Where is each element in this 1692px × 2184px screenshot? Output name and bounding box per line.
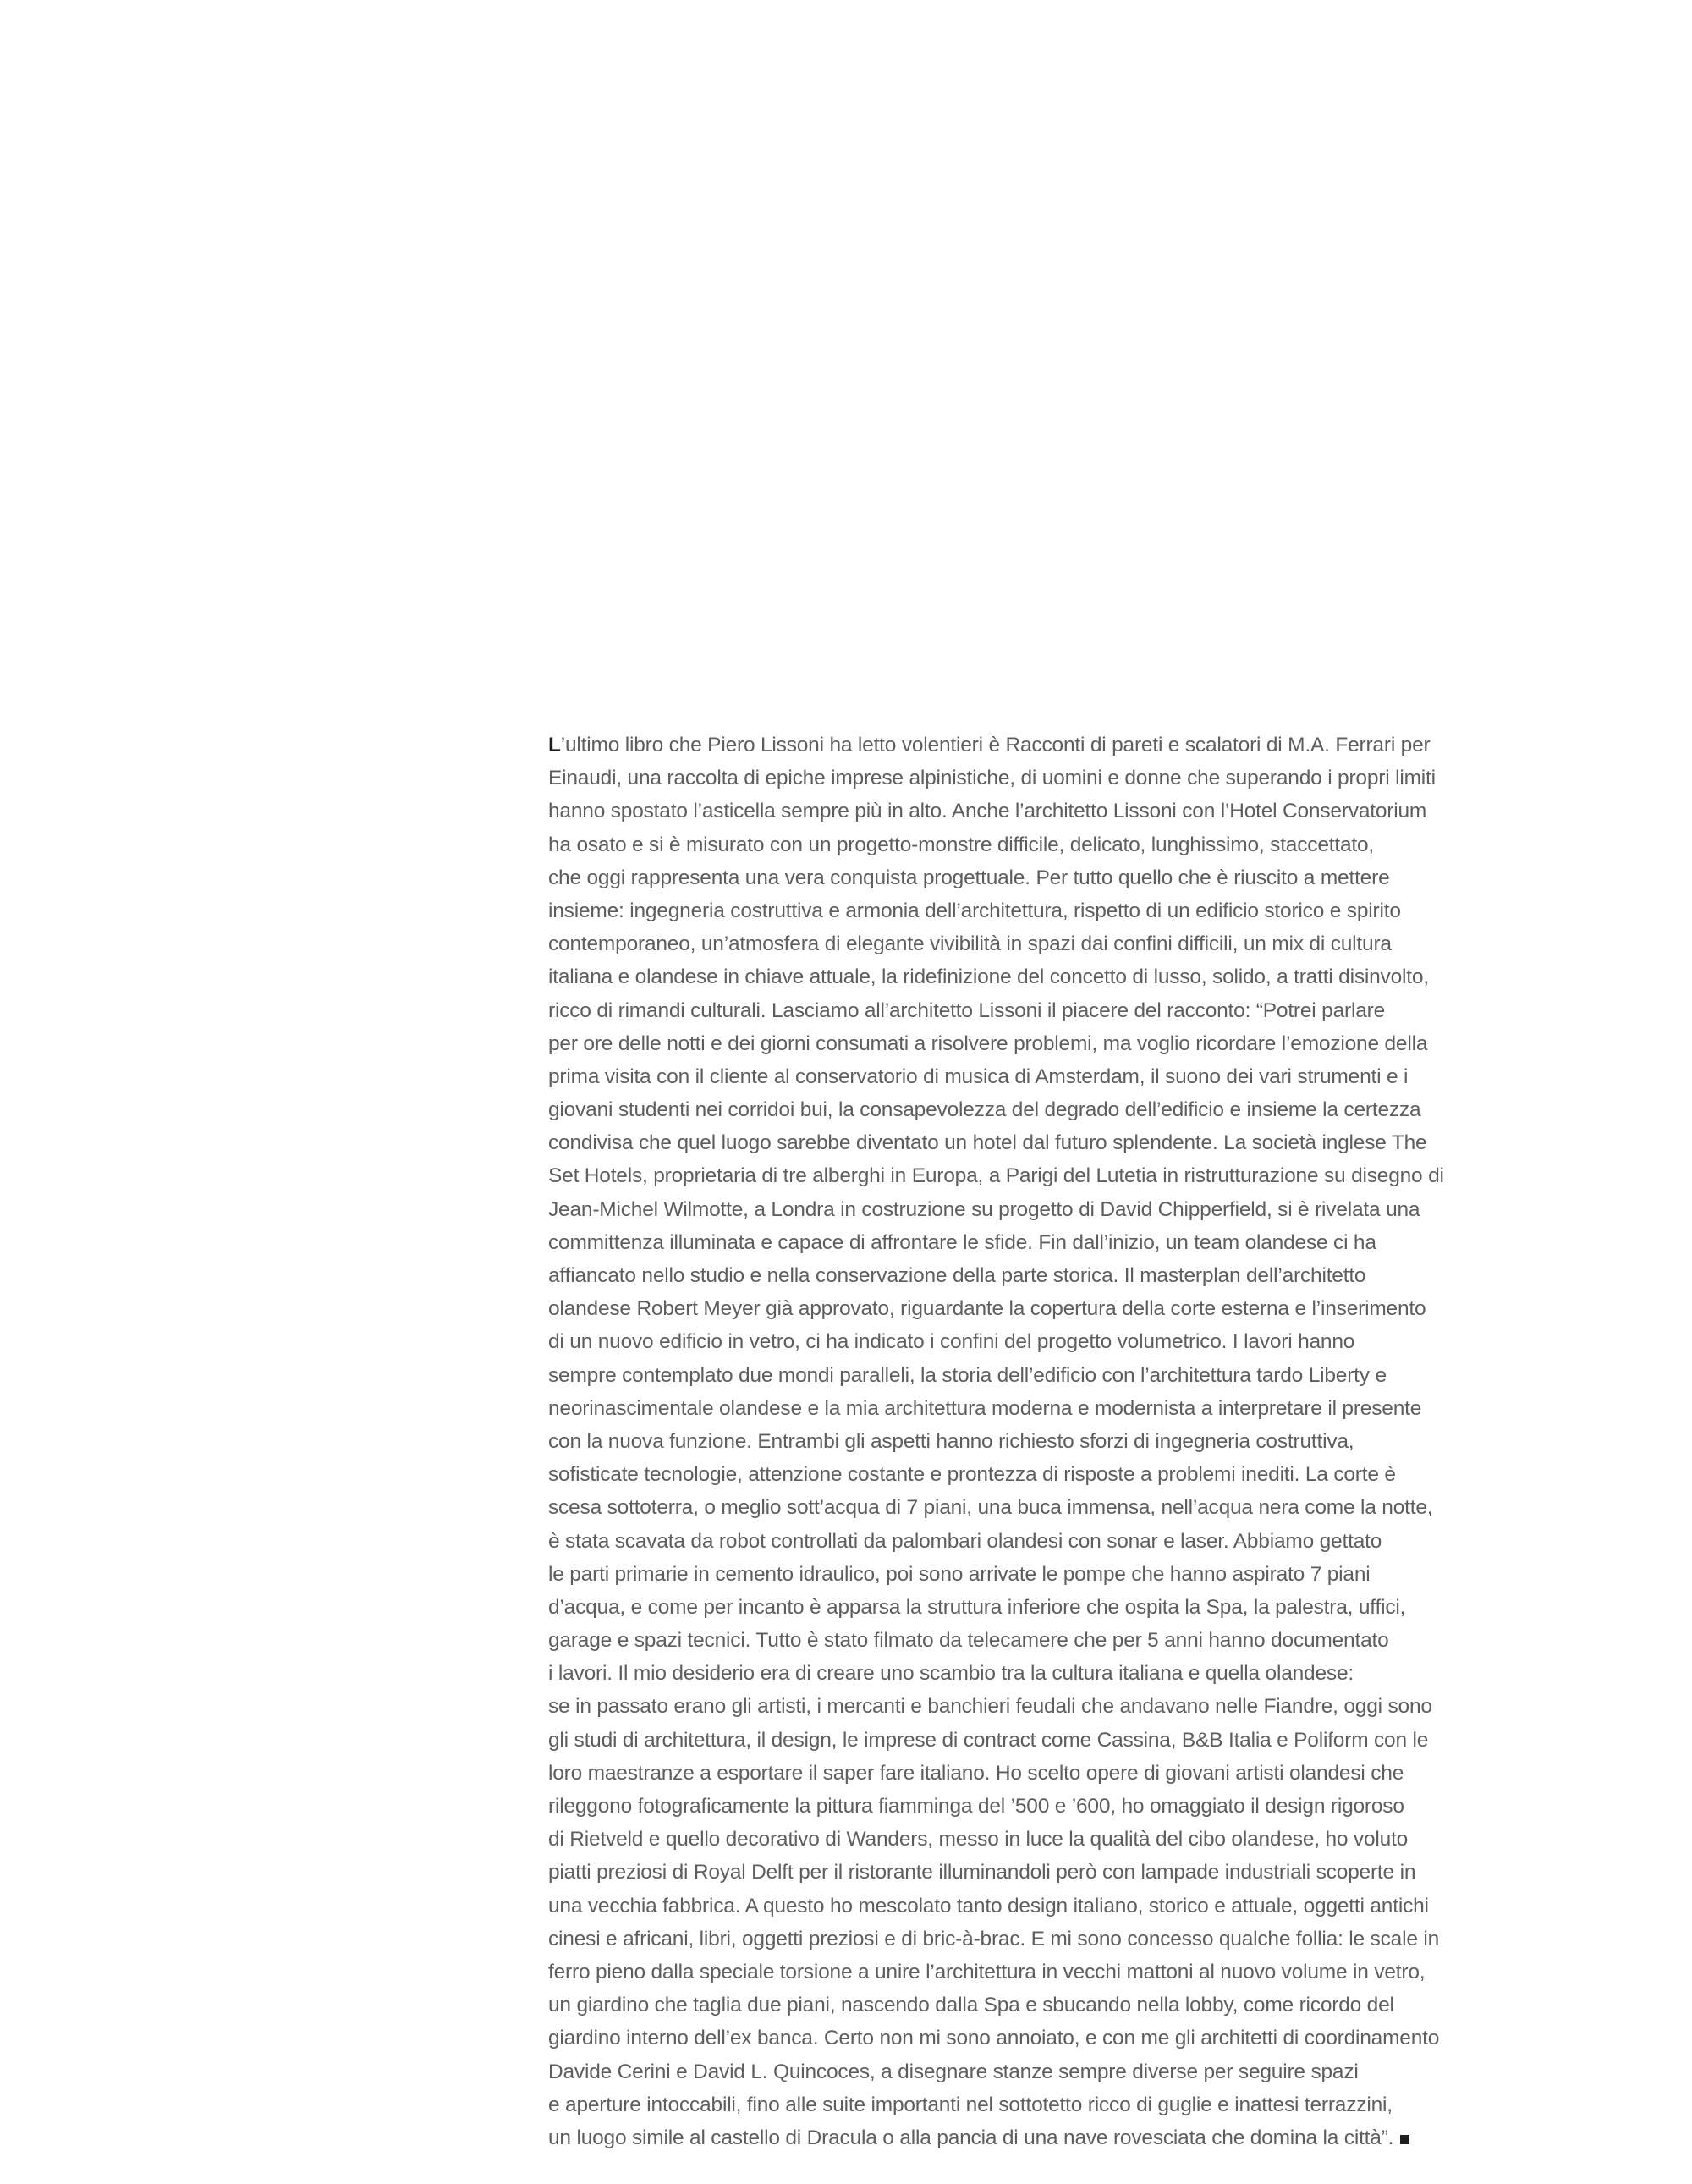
article-line-text: rileggono fotograficamente la pittura fiamminga del ’500 e ’600, ho omaggiato il design rigoroso — [548, 1795, 1404, 1818]
article-line — [548, 1060, 1627, 1093]
article-line-text: le parti primarie in cemento idraulico, poi sono arrivate le pompe che hanno aspirato 7 piani — [548, 1562, 1371, 1586]
article-line-text: sofisticate tecnologie, attenzione costante e prontezza di risposte a problemi inediti. La corte è — [548, 1463, 1396, 1487]
article-line — [548, 1292, 1627, 1325]
article-line-text: e aperture intoccabili, fino alle suite importanti nel sottotetto ricco di guglie e inattesi terrazzini, — [548, 2093, 1393, 2116]
article-line — [548, 1226, 1627, 1259]
article-line — [548, 1956, 1627, 1989]
article-line — [548, 927, 1627, 960]
article-line — [548, 1491, 1627, 1524]
article-line — [548, 795, 1627, 828]
article-line — [548, 1525, 1627, 1558]
article-line — [548, 1856, 1627, 1889]
article-line-text: garage e spazi tecnici. Tutto è stato filmato da telecamere che per 5 anni hanno documentato — [548, 1629, 1389, 1653]
article-body — [548, 729, 1627, 2154]
article-line-text: che oggi rappresenta una vera conquista progettuale. Per tutto quello che è riuscito a mettere — [548, 866, 1390, 889]
article-line-text: Jean-Michel Wilmotte, a Londra in costruzione su progetto di David Chipperfield, si è rivelata una — [548, 1197, 1420, 1221]
article-line — [548, 1923, 1627, 1956]
article-line-text: ’ultimo libro che Piero Lissoni ha letto volentieri è Racconti di pareti e scalatori di M.A. Ferrari per — [560, 734, 1431, 756]
article-line-text: contemporaneo, un’atmosfera di elegante vivibilità in spazi dai confini difficili, un mix di cultura — [548, 932, 1392, 956]
article-line-text: Davide Cerini e David L. Quincoces, a disegnare stanze sempre diverse per seguire spazi — [548, 2060, 1359, 2083]
article-line-text: italiana e olandese in chiave attuale, la ridefinizione del concetto di lusso, solido, a tratti disinvolto, — [548, 965, 1429, 989]
article-line-text: committenza illuminata e capace di affrontare le sfide. Fin dall’inizio, un team olandese ci ha — [548, 1230, 1376, 1254]
drop-cap: L — [548, 734, 561, 756]
article-line — [548, 1989, 1627, 2022]
article-line — [548, 1193, 1627, 1226]
article-line — [548, 1591, 1627, 1624]
article-line — [548, 1425, 1627, 1458]
article-line-text: ferro pieno dalla speciale torsione a unire l’architettura in vecchi mattoni al nuovo volume in vetro, — [548, 1960, 1426, 1983]
article-line-text: di un nuovo edificio in vetro, ci ha indicato i confini del progetto volumetrico. I lavori hanno — [548, 1330, 1355, 1354]
article-line-text: con la nuova funzione. Entrambi gli aspetti hanno richiesto sforzi di ingegneria costruttiva, — [548, 1429, 1354, 1453]
article-line — [548, 1392, 1627, 1425]
article-line-text: prima visita con il cliente al conservatorio di musica di Amsterdam, il suono dei vari strumenti e i — [548, 1064, 1409, 1088]
article-line-text: un giardino che taglia due piani, nascendo dalla Spa e sbucando nella lobby, come ricordo del — [548, 1994, 1394, 2017]
article-line — [548, 1558, 1627, 1591]
article-line — [548, 1790, 1627, 1823]
article-line-text: giovani studenti nei corridoi bui, la consapevolezza del degrado dell’edificio e insieme la certezza — [548, 1098, 1421, 1122]
article-line — [548, 960, 1627, 993]
article-line-text: una vecchia fabbrica. A questo ho mescolato tanto design italiano, storico e attuale, oggetti antichi — [548, 1894, 1429, 1917]
article-line — [548, 1259, 1627, 1292]
article-line-text: insieme: ingegneria costruttiva e armonia dell’architettura, rispetto di un edificio storico e spirito — [548, 899, 1401, 922]
article-line-text: un luogo simile al castello di Dracula o alla pancia di una nave rovesciata che domina la città”. — [548, 2126, 1394, 2149]
article-line-text: ricco di rimandi culturali. Lasciamo all’architetto Lissoni il piacere del racconto: “Potrei parlare — [548, 998, 1386, 1022]
article-line-text: piatti preziosi di Royal Delft per il ristorante illuminandoli però con lampade industriali scoperte in — [548, 1861, 1416, 1884]
article-line-text: sempre contemplato due mondi paralleli, la storia dell’edificio con l’architettura tardo Liberty e — [548, 1363, 1387, 1387]
article-line — [548, 2121, 1627, 2154]
article-line-text: cinesi e africani, libri, oggetti preziosi e di bric-à-brac. E mi sono concesso qualche follia: le scale in — [548, 1927, 1440, 1950]
article-line-text: condivisa che quel luogo sarebbe diventato un hotel dal futuro splendente. La società inglese The — [548, 1131, 1427, 1155]
article-line — [548, 1690, 1627, 1723]
article-line — [548, 729, 1627, 762]
article-line — [548, 1093, 1627, 1126]
article-line — [548, 1159, 1627, 1192]
article-line-text: d’acqua, e come per incanto è apparsa la struttura inferiore che ospita la Spa, la palestra, uffici, — [548, 1595, 1406, 1619]
article-line — [548, 1458, 1627, 1491]
article-line — [548, 1724, 1627, 1757]
article-line — [548, 861, 1627, 894]
article-line-text: di Rietveld e quello decorativo di Wanders, messo in luce la qualità del cibo olandese, ho voluto — [548, 1828, 1409, 1851]
article-line-text: i lavori. Il mio desiderio era di creare uno scambio tra la cultura italiana e quella olandese: — [548, 1662, 1354, 1686]
article-line — [548, 2088, 1627, 2121]
article-line — [548, 2022, 1627, 2055]
article-line-text: per ore delle notti e dei giorni consumati a risolvere problemi, ma voglio ricordare l’emozione della — [548, 1031, 1428, 1055]
article-line-text: giardino interno dell’ex banca. Certo non mi sono annoiato, e con me gli architetti di coordinamento — [548, 2027, 1440, 2050]
article-line — [548, 1624, 1627, 1657]
article-line-text: neorinascimentale olandese e la mia architettura moderna e modernista a interpretare il presente — [548, 1396, 1422, 1420]
end-of-article-mark — [1400, 2135, 1409, 2144]
article-line-text: è stata scavata da robot controllati da palombari olandesi con sonar e laser. Abbiamo gettato — [548, 1529, 1382, 1553]
article-line — [548, 1657, 1627, 1690]
article-line-text: scesa sottoterra, o meglio sott’acqua di 7 piani, una buca immensa, nell’acqua nera come la notte, — [548, 1496, 1433, 1520]
article-line — [548, 1359, 1627, 1392]
article-line-text: olandese Robert Meyer già approvato, riguardante la copertura della corte esterna e l’inserimento — [548, 1297, 1426, 1321]
article-line-text: loro maestranze a esportare il saper fare italiano. Ho scelto opere di giovani artisti olandesi che — [548, 1761, 1404, 1785]
article-line-text: gli studi di architettura, il design, le imprese di contract come Cassina, B&B Italia e Poliform con le — [548, 1728, 1429, 1752]
article-line — [548, 2055, 1627, 2088]
article-line-text: Einaudi, una raccolta di epiche imprese alpinistiche, di uomini e donne che superando i propri limiti — [548, 767, 1436, 790]
article-line — [548, 762, 1627, 795]
article-line — [548, 1823, 1627, 1856]
article-line-text: se in passato erano gli artisti, i mercanti e banchieri feudali che andavano nelle Fiandre, oggi sono — [548, 1695, 1432, 1719]
article-line — [548, 1126, 1627, 1159]
article-line — [548, 1757, 1627, 1790]
article-line — [548, 1027, 1627, 1060]
article-line-text: hanno spostato l’asticella sempre più in alto. Anche l’architetto Lissoni con l’Hotel Conservatorium — [548, 800, 1427, 823]
article-line — [548, 1890, 1627, 1923]
article-line-text: affiancato nello studio e nella conservazione della parte storica. Il masterplan dell’architetto — [548, 1264, 1366, 1287]
article-line — [548, 994, 1627, 1027]
article-line — [548, 1325, 1627, 1358]
article-line — [548, 894, 1627, 927]
article-line — [548, 828, 1627, 861]
article-line-text: ha osato e si è misurato con un progetto-monstre difficile, delicato, lunghissimo, staccettato, — [548, 833, 1375, 856]
article-line-text: Set Hotels, proprietaria di tre alberghi in Europa, a Parigi del Lutetia in ristrutturazione su disegno di — [548, 1164, 1444, 1188]
